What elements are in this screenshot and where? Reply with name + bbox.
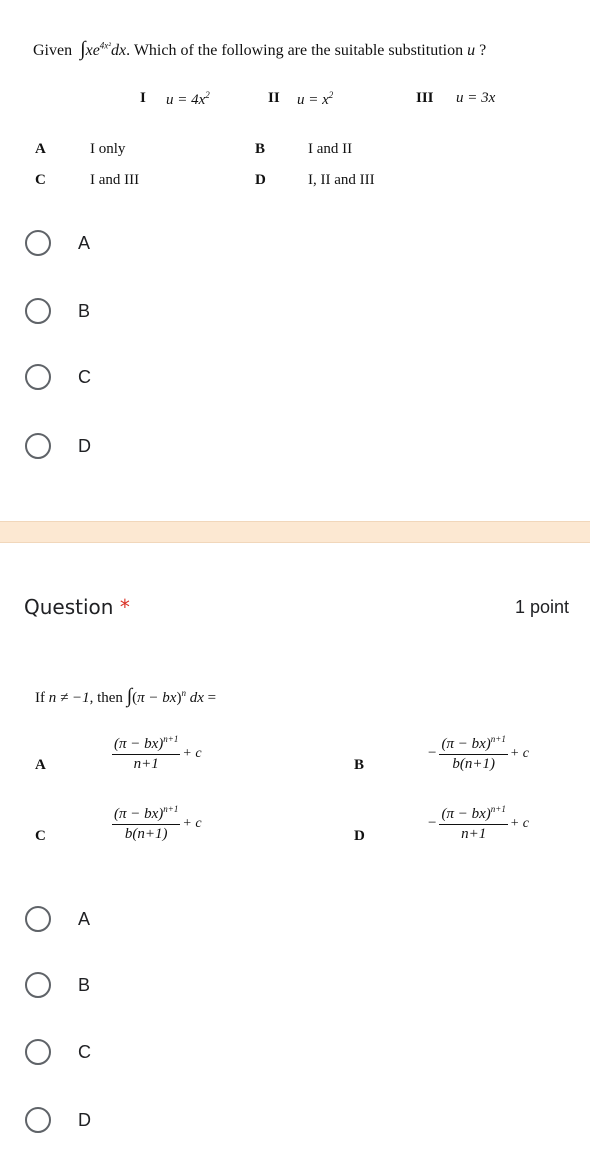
q2-choice-b[interactable] (25, 972, 90, 998)
q1-integral: $\int xe^{4x^2}dx$ (80, 38, 127, 60)
q1-opt-a-text: I only (90, 141, 126, 157)
q1-sub-1: $u = 4x^2$ (166, 90, 210, 108)
q2-choice-c-label: C (78, 1041, 91, 1062)
q2-choice-d[interactable] (25, 1107, 91, 1133)
radio-button[interactable] (25, 230, 51, 256)
q1-stem-var: u (467, 42, 476, 59)
q1-choice-b-label: B (78, 300, 91, 321)
section-divider (0, 521, 590, 543)
q2-stem-then: , then (89, 690, 123, 706)
q2-opt-b-letter: B (354, 757, 365, 773)
q1-roman-3: III (416, 90, 434, 106)
q2-opt-c-letter: C (35, 828, 46, 844)
radio-button[interactable] (25, 364, 51, 390)
question-points: 1 point (514, 597, 569, 617)
q1-opt-c-text: I and III (90, 172, 140, 188)
q2-stem (35, 685, 216, 708)
q1-choice-c-label: C (78, 366, 91, 387)
question-title-text: Question (24, 595, 114, 619)
q1-opt-c-letter: C (35, 172, 46, 188)
q2-choice-d-label: D (78, 1109, 91, 1130)
q1-opt-a-letter: A (35, 141, 46, 157)
radio-button[interactable] (25, 298, 51, 324)
radio-button[interactable] (25, 1039, 51, 1065)
q2-integral: ∫(π − bx)$^n$ dx = (126, 685, 217, 707)
q2-choice-c[interactable] (25, 1039, 91, 1065)
q2-opt-c-expr: $\frac{(\pi - bx)^{n+1}}{b(n+1)}$ + c (114, 804, 202, 842)
radio-button[interactable] (25, 1107, 51, 1133)
q1-stem-given: Given (33, 42, 73, 59)
q1-roman-1: I (140, 90, 146, 106)
q1-choice-c[interactable] (25, 364, 91, 390)
q1-sub-3: u = 3x (456, 90, 496, 106)
q2-opt-a-expr: $\frac{(\pi - bx)^{n+1}}{n+1}$ + c (114, 734, 202, 772)
q2-condition: n ≠ −1 (48, 690, 90, 706)
q1-stem-end: ? (479, 42, 487, 59)
radio-button[interactable] (25, 433, 51, 459)
q1-opt-d-text: I, II and III (308, 172, 375, 188)
q2-choice-b-label: B (78, 974, 91, 995)
q1-opt-b-text: I and II (308, 141, 353, 157)
q1-choice-a-label: A (78, 232, 91, 253)
q2-opt-a-letter: A (35, 757, 46, 773)
q2-opt-d-letter: D (354, 828, 365, 844)
q1-opt-b-letter: B (255, 141, 266, 157)
q1-choice-a[interactable] (25, 230, 90, 256)
q1-opt-d-letter: D (255, 172, 266, 188)
question-title (24, 595, 130, 619)
q1-choice-b[interactable] (25, 298, 90, 324)
radio-button[interactable] (25, 906, 51, 932)
q2-opt-d-expr: − $\frac{(\pi - bx)^{n+1}}{n+1}$ + c (428, 804, 530, 842)
q1-sub-2: $u = x^2$ (297, 90, 334, 108)
required-mark: * (119, 595, 130, 619)
radio-button[interactable] (25, 972, 51, 998)
q2-stem-if: If (35, 690, 45, 706)
q2-choice-a-label: A (78, 908, 91, 929)
q1-choice-d-label: D (78, 435, 91, 456)
q1-stem (33, 38, 486, 61)
q2-opt-b-expr: − $\frac{(\pi - bx)^{n+1}}{b(n+1)}$ + c (428, 734, 530, 772)
q1-choice-d[interactable] (25, 433, 91, 459)
q1-roman-2: II (268, 90, 280, 106)
q1-stem-rest: . Which of the following are the suitable substitution (126, 42, 464, 59)
q2-choice-a[interactable] (25, 906, 90, 932)
